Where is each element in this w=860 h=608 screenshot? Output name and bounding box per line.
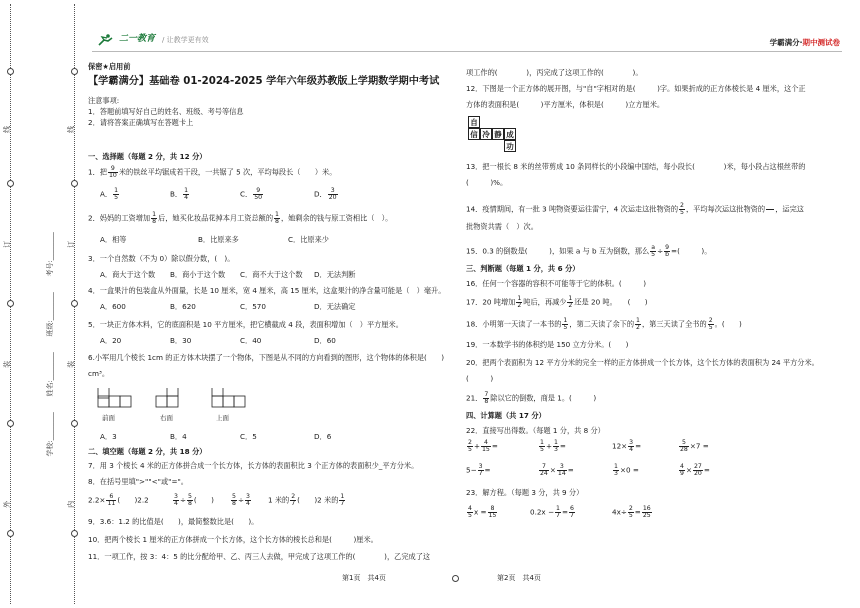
view-label: 上面 xyxy=(216,414,229,422)
question-2: 2．妈妈的工资增加 $\frac{1}{8}$ 后，她买化妆品花掉本月工资总额的 $\frac{1}{8}$ ，她剩余的钱与原工资相比（ ）。 xyxy=(88,211,393,226)
logo-name: 二一教育 xyxy=(119,34,156,45)
series-label: 学霸满分·期中测试卷 xyxy=(769,38,840,47)
question-12: 12．下图是一个正方体的展开图，与"自"字相对的是( )字。如果折成的正方体棱长是 4 厘米，这个正 xyxy=(466,84,806,93)
binding-word-inner: 装 xyxy=(67,360,76,368)
label-school: 学校:________ xyxy=(45,412,54,457)
section-choice: 一、选择题（每题 2 分，共 12 分） xyxy=(88,152,207,161)
label-exam-no: 考号:________ xyxy=(45,232,54,277)
binding-word-outer: 线 xyxy=(3,125,12,133)
section-judge: 三、判断题（每题 1 分，共 6 分） xyxy=(466,264,580,273)
label-class: 班级:________ xyxy=(45,292,54,337)
binding-word-inner: 内 xyxy=(67,500,76,508)
note-1: 1．答题前填写好自己的姓名、班级、考号等信息 xyxy=(88,107,244,116)
binding-word-outer: 订 xyxy=(3,240,12,248)
question-11-continued: 项工作的( )，丙完成了这项工作的( )。 xyxy=(466,68,643,77)
note-2: 2．请将答案正确填写在答题卡上 xyxy=(88,118,194,127)
question-16: 16．任何一个容器的容积不可能等于它的体积。( ) xyxy=(466,279,647,288)
question-14-line2: 批物资共需（ ）次。 xyxy=(466,222,538,231)
brand-logo xyxy=(96,34,209,46)
question-15: 15．0.3 的倒数是( )，如果 a 与 b 互为倒数，那么 $\frac{a}{5}$ ÷ $\frac{9}{b}$ =( )。 xyxy=(466,244,712,259)
question-20-line2: ( ) xyxy=(466,374,494,383)
front-view-figure xyxy=(96,388,136,408)
question-3: 3．一个自然数（不为 0）除以假分数，( )。 xyxy=(88,254,235,263)
question-14: 14．疫情期间，有一批 3 吨物资要运往雷宁，4 次运走这批物资的 $\frac{2}{5}$ ，平均每次运这批物资的 ，运完这 xyxy=(466,202,804,217)
binding-strip xyxy=(0,0,84,608)
section-calc: 四、计算题（共 17 分） xyxy=(466,411,546,420)
notes-title: 注意事项: xyxy=(88,96,120,105)
section-fill: 二、填空题（每题 2 分，共 18 分） xyxy=(88,447,207,456)
option-c: C． $\frac{9}{50}$ xyxy=(240,187,263,202)
page-number-1: 第1页 共4页 xyxy=(342,574,386,582)
binding-hole xyxy=(71,530,78,537)
binding-hole xyxy=(7,300,14,307)
binding-hole xyxy=(7,68,14,75)
binding-word-outer: 外 xyxy=(3,500,12,508)
binding-hole xyxy=(7,420,14,427)
binding-hole xyxy=(71,420,78,427)
question-6: 6.小军用几个棱长 1cm 的正方体木块摆了一个物体，下图是从不同的方向看到的图形，这个物体的体积是( ) xyxy=(88,353,445,362)
question-19: 19．一本数学书的体积约是 150 立方分米。( ) xyxy=(466,340,629,349)
view-label: 右面 xyxy=(160,414,173,422)
binding-hole xyxy=(7,180,14,187)
binding-hole xyxy=(71,68,78,75)
question-8: 8．在括号里填">""<"或"="。 xyxy=(88,477,188,486)
question-17: 17．20 吨增加 $\frac{1}{2}$ 吨后，再减少 $\frac{1}{2}$ 还是 20 吨。 ( ) xyxy=(466,295,648,310)
question-7: 7．用 3 个棱长 4 米的正方体拼合成一个长方体，长方体的表面积比 3 个正方体的表面积少_平方分米。 xyxy=(88,461,419,470)
label-name: 姓名:________ xyxy=(45,352,54,397)
question-23: 23．解方程。（每题 3 分，共 9 分） xyxy=(466,488,584,497)
top-view-figure xyxy=(210,388,250,408)
logo-slogan: / 让教学更有效 xyxy=(162,35,209,44)
question-9: 9．3.6：1.2 的比值是( )，最简整数比是( )。 xyxy=(88,517,259,526)
option-b: B． $\frac{1}{4}$ xyxy=(170,187,189,202)
question-10: 10．把两个棱长 1 厘米的正方体拼成一个长方体，这个长方体的棱长总和是( )厘米。 xyxy=(88,535,378,544)
binding-hole xyxy=(7,530,14,537)
binding-hole xyxy=(71,180,78,187)
option-a: A． $\frac{1}{5}$ xyxy=(100,187,119,202)
question-20: 20．把两个表面积为 12 平方分米的完全一样的正方体拼成一个长方体，这个长方体的表面积为 24 平方分米。 xyxy=(466,358,819,367)
question-5: 5．一块正方体木料，它的底面积是 10 平方厘米，把它横截成 4 段，表面积增加（ ）平方厘米。 xyxy=(88,320,403,329)
question-1: 1．把 $\frac{9}{10}$ 米的铁丝平均锯成若干段，一共锯了 5 次，平均每段长（ ）米。 xyxy=(88,165,337,180)
exam-title: 【学霸满分】基础卷 01-2024-2025 学年六年级苏教版上学期数学期中考试 xyxy=(88,76,440,87)
exam-page: 外 装 订 线 内 装 订 线 学校:________ 姓名:________ 班级:________ 考号:________ 二一教育 / 让教学更有效 学霸满分·期中测试卷 保密★启用前 【学霸满分】基础卷 01-2024-2025 学年六年级苏教版上学期数学期中考试 注意事项: 1．答题前填写好自己的姓名、班级、考号等信息 2．请将答案正确填写在答题卡上 一、选择题（每题 2 分，共 12 分） 1．把 $\frac{9}{10}$ 米的铁丝平均锯成若干段，一共锯了 5 次，平均每段长（ ）米。 A． $\frac{1}{5}$ B． $\frac{1}{4}$ C． $\frac{9}{50}$ D． $\frac{3}{20}$ 2．妈妈的工资增加 $\frac{1}{8}$ 后，她买化妆品花掉本月工资总额的 $\frac{1}{8}$ ，她剩余的钱与原工资相比（ ）。 A．相等 B．比原来多 C．比原来少 3．一个自然数（不为 0）除以假分数，( )。 A．商大于这个数 B．商小于这个数 C．商不大于这个数 D．无法判断 4．一盒果汁的包装盒从外面量，长是 10 厘米，宽 4 厘米，高 15 厘米，这盒果汁的净含量可能是（ ）毫升。 A．600 B．620 C．570 D．无法确定 5．一块正方体木料，它的底面积是 10 平方厘米，把它横截成 4 段，表面积增加（ ）平方厘米。 A．20 B．30 C．40 D．60 6.小军用几个棱长 1cm 的正方体木块摆了一个物体，下图是从不同的方向看到的图形，这个物体的体积是( ) cm³。 前面 右面 上面 A．3 B．4 C．5 D．6 二、填空题（每题 2 分，共 18 分） 7．用 3 个棱长 4 米的正方体拼合成一个长方体，长方体的表面积比 3 个正方体的表面积少_平方分米。 8．在括号里填">""<"或"="。 2.2× $\frac{6}{11}$ ( )2.2 $\frac{3}{4}$ ÷ $\frac{5}{8}$ ( ) $\frac{5}{8}$ ÷ $\frac{3}{4}$ 1 米的 $\frac{2}{7}$ ( )2 米的 $\frac{1}{7}$ 9．3.6：1.2 的比值是( )，最简整数比是( )。 10．把两个棱长 1 厘米的正方体拼成一个长方体，这个长方体的棱长总和是( )厘米。 11．一项工作，按 3：4：5 的比分配给甲、乙、丙三人去做，甲完成了这项工作的( )，乙完成了这 项工作的( )，丙完成了这项工作的( )。 12．下图是一个正方体的展开图，与"自"字相对的是( )字。如果折成的正方体棱长是 4 厘米，这个正 方体的表面积是( )平方厘米，体积是( )立方厘米。 自 信 冷 静 成 功 13．把一根长 8 米的丝带剪成 10 条同样长的小段编中国结，每小段长( )米，每小段占这根丝带的 ( )%。 14．疫情期间，有一批 3 吨物资要运往雷宁，4 次运走这批物资的 $\frac{2}{5}$ ，平均每次运这批物资的 ，运完这 批物资共需（ ）次。 15．0.3 的倒数是( )，如果 a 与 b 互为倒数，那么 $\frac{a}{5}$ ÷ $\frac{9}{b}$ =( )。 三、判断题（每题 1 分，共 6 分） 16．任何一个容器的容积不可能等于它的体积。( ) 17．20 吨增加 $\frac{1}{2}$ 吨后，再减少 $\frac{1}{2}$ 还是 20 吨。 ( ) 18．小明第一天读了一本书的 $\frac{1}{5}$ ，第二天读了余下的 $\frac{1}{2}$ ，第三天读了全书的 $\frac{2}{5}$ 。( ) 19．一本数学书的体积约是 150 立方分米。( ) 20．把两个表面积为 12 平方分米的完全一样的正方体拼成一个长方体，这个长方体的表面积为 24 平方分米。 ( ) 21． $\frac{7}{8}$ 除以它的倒数，商是 1。( ) 四、计算题（共 17 分） 22．直接写出得数。（每题 1 分，共 8 分） $\frac{2}{5}$ + $\frac{4}{15}$ = $\frac{1}{5}$ + $\frac{1}{3}$ = 12× $\frac{3}{4}$ = $\frac{5}{28}$ ×7 = 5− $\frac{3}{7}$ = $\frac{7}{24}$ × $\frac{3}{14}$ = $\frac{1}{3}$ ×0 = $\frac{4}{9}$ × $\frac{27}{20}$ = 23．解方程。（每题 3 分，共 9 分） $\frac{4}{5}$ x = $\frac{8}{15}$ 0.2x − $\frac{1}{7}$ = $\frac{6}{7}$ 4x÷ $\frac{2}{5}$ = $\frac{16}{25}$ 第1页 共4页 第2页 共4页 xyxy=(0,0,860,608)
option-d: D． $\frac{3}{20}$ xyxy=(314,187,337,202)
page-header xyxy=(92,30,842,52)
view-label: 前面 xyxy=(102,414,115,422)
binding-hole xyxy=(71,300,78,307)
binding-word-outer: 装 xyxy=(3,360,12,368)
question-21: 21． $\frac{7}{8}$ 除以它的倒数，商是 1。( ) xyxy=(466,391,597,406)
question-13: 13．把一根长 8 米的丝带剪成 10 条同样长的小段编中国结，每小段长( )米，每小段占这根丝带的 xyxy=(466,162,806,171)
binding-word-inner: 线 xyxy=(67,125,76,133)
question-13-line2: ( )%。 xyxy=(466,178,508,187)
page-number-2: 第2页 共4页 xyxy=(497,574,541,582)
right-view-figure xyxy=(154,388,194,408)
question-4: 4．一盒果汁的包装盒从外面量，长是 10 厘米，宽 4 厘米，高 15 厘米，这盒果汁的净含量可能是（ ）毫升。 xyxy=(88,286,446,295)
question-22: 22．直接写出得数。（每题 1 分，共 8 分） xyxy=(466,426,605,435)
question-12-line2: 方体的表面积是( )平方厘米，体积是( )立方厘米。 xyxy=(466,100,665,109)
question-6-unit: cm³。 xyxy=(88,369,110,378)
center-mark xyxy=(452,575,459,582)
runner-icon xyxy=(96,34,116,46)
secret-label: 保密★启用前 xyxy=(88,62,131,71)
question-11: 11．一项工作，按 3：4：5 的比分配给甲、乙、丙三人去做，甲完成了这项工作的( )，乙完成了这 xyxy=(88,552,431,561)
question-18: 18．小明第一天读了一本书的 $\frac{1}{5}$ ，第二天读了余下的 $\frac{1}{2}$ ，第三天读了全书的 $\frac{2}{5}$ 。( ) xyxy=(466,317,742,332)
binding-word-inner: 订 xyxy=(67,240,76,248)
